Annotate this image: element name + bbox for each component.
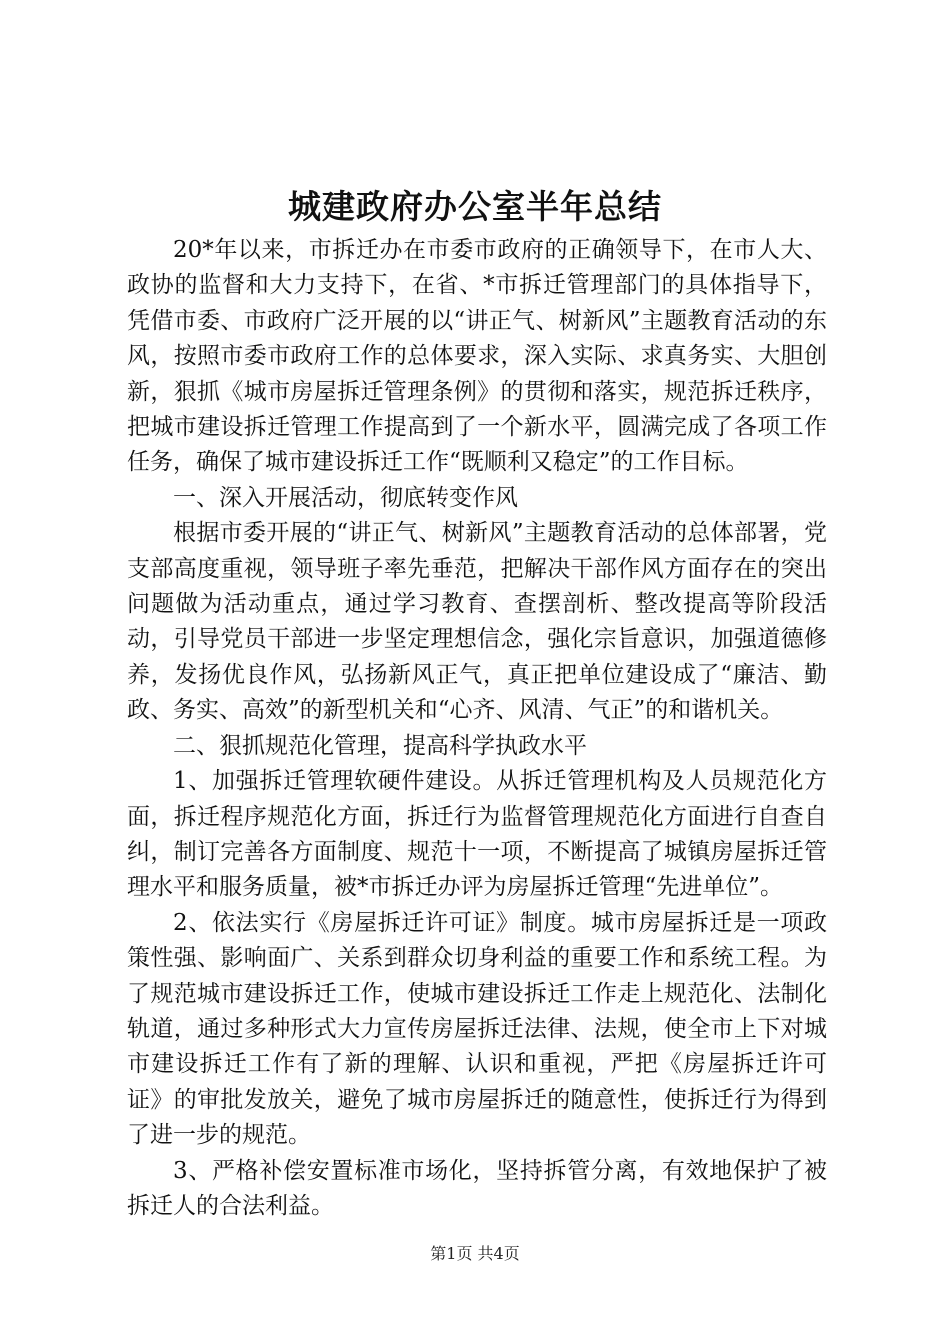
paragraph-item-3: 3、严格补偿安置标准市场化，坚持拆管分离，有效地保护了被拆迁人的合法利益。 (127, 1157, 827, 1219)
paragraph-section-1: 根据市委开展的“讲正气、树新风”主题教育活动的总体部署，党支部高度重视，领导班子率先垂范，把解决干部作风方面存在的突出问题做为活动重点，通过学习教育、查摆剖析、整改提高等阶段活动，引导党员干部进一步坚定理想信念，强化宗旨意识，加强道德修养，发扬优良作风，弘扬新风正气，真正把单位建设成了“廉洁、勤政、务实、高效”的新型机关和“心齐、风清、气正”的和谐机关。 (127, 520, 827, 724)
page-number-footer: 第1页 共4页 (430, 1244, 520, 1263)
paragraph-intro: 20*年以来，市拆迁办在市委市政府的正确领导下，在市人大、政协的监督和大力支持下，在省、*市拆迁管理部门的具体指导下，凭借市委、市政府广泛开展的以“讲正气、树新风”主题教育活动的东风，按照市委市政府工作的总体要求，深入实际、求真务实、大胆创新，狠抓《城市房屋拆迁管理条例》的贯彻和落实，规范拆迁秩序，把城市建设拆迁管理工作提高到了一个新水平，圆满完成了各项工作任务，确保了城市建设拆迁工作“既顺利又稳定”的工作目标。 (127, 237, 827, 476)
document-body (127, 233, 827, 1224)
section-heading-1: 一、深入开展活动，彻底转变作风 (173, 484, 518, 511)
paragraph-item-1: 1、加强拆迁管理软硬件建设。从拆迁管理机构及人员规范化方面，拆迁程序规范化方面，拆迁行为监督管理规范化方面进行自查自纠，制订完善各方面制度、规范十一项，不断提高了城镇房屋拆迁管理水平和服务质量，被*市拆迁办评为房屋拆迁管理“先进单位”。 (127, 768, 827, 901)
section-heading-2: 二、狠抓规范化管理，提高科学执政水平 (173, 732, 587, 759)
paragraph-item-2: 2、依法实行《房屋拆迁许可证》制度。城市房屋拆迁是一项政策性强、影响面广、关系到群众切身利益的重要工作和系统工程。为了规范城市建设拆迁工作，使城市建设拆迁工作走上规范化、法制化轨道，通过多种形式大力宣传房屋拆迁法律、法规，使全市上下对城市建设拆迁工作有了新的理解、认识和重视，严把《房屋拆迁许可证》的审批发放关，避免了城市房屋拆迁的随意性，使拆迁行为得到了进一步的规范。 (127, 909, 827, 1149)
document-title: 城建政府办公室半年总结 (288, 187, 662, 226)
